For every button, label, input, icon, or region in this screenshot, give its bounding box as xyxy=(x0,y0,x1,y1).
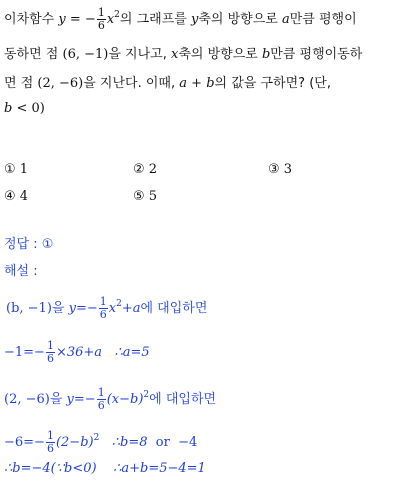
math-result: ∴b=8 xyxy=(111,435,148,450)
choice-5[interactable] xyxy=(133,188,157,206)
choice-mark: ④ xyxy=(4,189,16,204)
fraction xyxy=(99,296,108,321)
math-op: − xyxy=(84,12,96,27)
choice-value: 1 xyxy=(19,162,29,177)
math-result: ∴a+b=5−4=1 xyxy=(113,461,206,476)
question-line-1 xyxy=(4,6,357,32)
math-var: x xyxy=(171,47,179,62)
solution-line-5 xyxy=(4,460,206,478)
numerator: 1 xyxy=(97,386,105,399)
choice-value: 2 xyxy=(148,162,158,177)
question-line-2 xyxy=(4,46,362,64)
question-text: 동하면 점 xyxy=(4,47,59,62)
choice-1[interactable] xyxy=(4,161,28,179)
denominator: 6 xyxy=(97,19,105,32)
math-expr: ×36+a xyxy=(55,345,103,360)
solution-text: (b, −1)을 xyxy=(6,301,65,316)
solution-line-2 xyxy=(4,340,150,365)
choice-value: 3 xyxy=(283,162,293,177)
choice-2[interactable] xyxy=(133,161,157,179)
math-result: ∴a=5 xyxy=(114,345,150,360)
question-text: 의 값을 구하면? (단, xyxy=(214,76,331,91)
fraction xyxy=(46,340,55,365)
choice-mark: ① xyxy=(4,162,16,177)
solution-text: 에 대입하면 xyxy=(149,392,217,407)
math-op: < xyxy=(16,101,28,116)
exponent: 2 xyxy=(116,299,122,309)
math-point: (2, −6) xyxy=(37,76,84,91)
math-var: y xyxy=(58,12,66,27)
choice-value: 4 xyxy=(19,189,29,204)
exponent: 2 xyxy=(93,433,100,443)
math-word: or xyxy=(155,435,170,450)
exponent: 2 xyxy=(143,390,150,400)
numerator: 1 xyxy=(97,6,105,19)
math-number: −4 xyxy=(178,435,198,450)
question-line-3 xyxy=(4,75,331,93)
question-text: 면 점 xyxy=(4,76,34,91)
choice-value: 5 xyxy=(148,189,158,204)
math-expr: (x−b) xyxy=(106,392,144,407)
denominator: 6 xyxy=(99,308,107,321)
math-op: =− xyxy=(73,392,96,407)
numerator: 1 xyxy=(99,295,107,308)
math-term: +a xyxy=(121,301,141,316)
question-line-4 xyxy=(4,100,45,118)
math-number: 0) xyxy=(31,101,45,116)
question-text: 이차함수 xyxy=(4,12,55,27)
math-result: ∴b=−4(∵b<0) xyxy=(4,461,97,476)
question-text: 만큼 평행이 xyxy=(289,12,357,27)
math-var: y xyxy=(190,12,199,27)
fraction xyxy=(97,387,106,412)
solution-label: 해설 : xyxy=(4,264,38,279)
solution-line-1 xyxy=(6,295,207,321)
choice-4[interactable] xyxy=(4,188,28,206)
math-var: y xyxy=(66,392,74,407)
math-var: a xyxy=(281,12,290,27)
math-point: (6, −1) xyxy=(62,47,109,62)
question-text: 의 그래프를 xyxy=(119,12,187,27)
solution-text: 에 대입하면 xyxy=(140,301,208,316)
answer-label: 정답 : ① xyxy=(4,237,54,252)
question-text: 축의 방향으로 xyxy=(178,47,258,62)
math-var: b xyxy=(4,101,13,116)
question-text: 만큼 평행이동하 xyxy=(270,47,363,62)
denominator: 6 xyxy=(46,352,54,365)
math-var: b xyxy=(206,76,215,91)
solution-line-3 xyxy=(4,386,216,412)
exponent: 2 xyxy=(114,10,120,20)
denominator: 6 xyxy=(97,399,105,412)
math-expr: (2−b) xyxy=(55,435,94,450)
numerator: 1 xyxy=(46,339,54,352)
math-expr: −1=− xyxy=(4,345,45,360)
solution-line-4 xyxy=(4,429,197,455)
fraction xyxy=(97,7,106,32)
fraction xyxy=(46,430,55,455)
math-var: b xyxy=(261,47,271,62)
math-var: x xyxy=(108,301,117,316)
math-expr: −6=− xyxy=(4,435,45,450)
denominator: 6 xyxy=(46,442,54,455)
question-text: 을 지난다. 이때, xyxy=(83,76,176,91)
math-var: x xyxy=(106,12,115,27)
question-text: 을 지나고, xyxy=(108,47,167,62)
choice-mark: ② xyxy=(133,162,145,177)
choice-mark: ⑤ xyxy=(133,189,145,204)
solution-text: (2, −6)을 xyxy=(4,392,63,407)
math-op: = xyxy=(69,12,81,27)
math-op: =− xyxy=(75,301,98,316)
numerator: 1 xyxy=(46,429,54,442)
math-var: a xyxy=(179,76,188,91)
choice-mark: ③ xyxy=(268,162,280,177)
math-op: + xyxy=(191,76,203,91)
question-text: 축의 방향으로 xyxy=(198,12,278,27)
math-var: y xyxy=(68,301,76,316)
choice-3[interactable] xyxy=(268,161,292,179)
